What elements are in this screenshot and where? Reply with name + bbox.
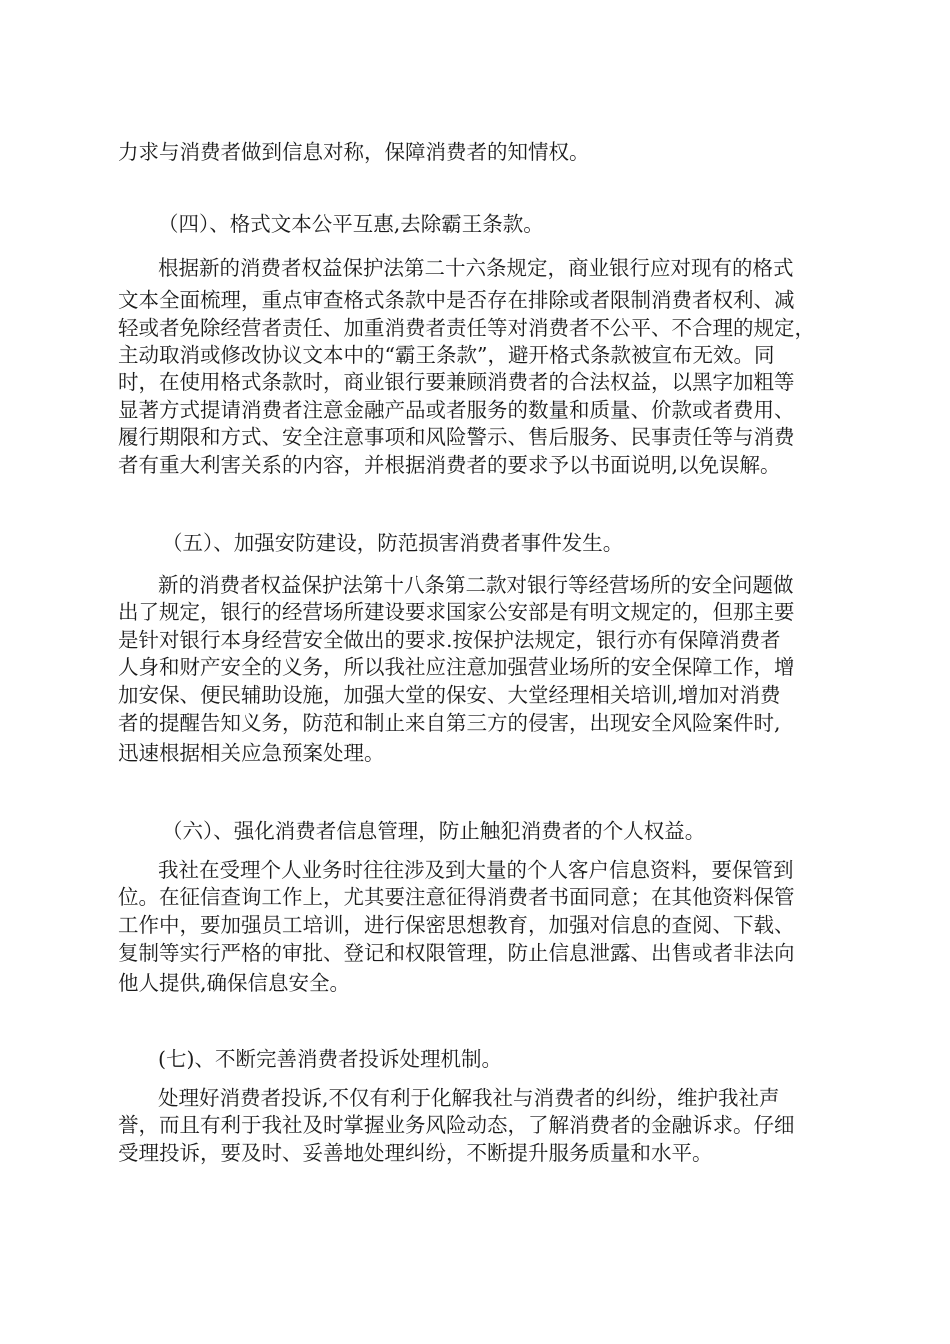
section-5-line: 者的提醒告知义务，防范和制止来自第三方的侵害，出现安全风险案件时, xyxy=(118,711,781,735)
section-7-line: 处理好消费者投诉,不仅有利于化解我社与消费者的纠纷，维护我社声 xyxy=(158,1086,780,1110)
section-5-line: 人身和财产安全的义务，所以我社应注意加强营业场所的安全保障工作，增 xyxy=(118,655,795,679)
section-5-line: 加安保、便民辅助设施，加强大堂的保安、大堂经理相关培训,增加对消费 xyxy=(118,683,781,707)
section-6-line: 复制等实行严格的审批、登记和权限管理，防止信息泄露、出售或者非法向 xyxy=(118,941,795,965)
section-4-line: 显著方式提请消费者注意金融产品或者服务的数量和质量、价款或者费用、 xyxy=(118,398,795,422)
section-6-line: 他人提供,确保信息安全。 xyxy=(118,971,351,995)
section-6-line: 位。在征信查询工作上，尤其要注意征得消费者书面同意；在其他资料保管 xyxy=(118,885,795,909)
section-7-line: 受理投诉，要及时、妥善地处理纠纷，不断提升服务质量和水平。 xyxy=(118,1141,713,1165)
section-6-line: 我社在受理个人业务时往往涉及到大量的个人客户信息资料，要保管到 xyxy=(158,858,794,882)
section-5-line: 出了规定，银行的经营场所建设要求国家公安部是有明文规定的，但那主要 xyxy=(118,600,795,624)
section-7-heading: (七)、不断完善消费者投诉处理机制。 xyxy=(158,1047,502,1071)
section-4-heading: （四）、格式文本公平互惠,去除霸王条款。 xyxy=(158,212,544,236)
section-6-line: 工作中，要加强员工培训，进行保密思想教育，加强对信息的查阅、下载、 xyxy=(118,913,795,937)
section-5-line: 新的消费者权益保护法第十八条第二款对银行等经营场所的安全问题做 xyxy=(158,573,794,597)
section-6-heading: （六）、强化消费者信息管理，防止触犯消费者的个人权益。 xyxy=(162,819,706,843)
paragraph-intro-tail: 力求与消费者做到信息对称，保障消费者的知情权。 xyxy=(118,140,590,164)
section-4-line: 轻或者免除经营者责任、加重消费者责任等对消费者不公平、不合理的规定， xyxy=(118,316,815,340)
section-7-line: 誉，而且有利于我社及时掌握业务风险动态，了解消费者的金融诉求。仔细 xyxy=(118,1113,795,1137)
section-5-line: 是针对银行本身经营安全做出的要求.按保护法规定，银行亦有保障消费者 xyxy=(118,628,781,652)
section-4-line: 者有重大利害关系的内容，并根据消费者的要求予以书面说明,以免误解。 xyxy=(118,453,781,477)
section-5-line: 迅速根据相关应急预案处理。 xyxy=(118,741,385,765)
section-4-line: 根据新的消费者权益保护法第二十六条规定，商业银行应对现有的格式 xyxy=(158,256,794,280)
section-5-heading: （五）、加强安防建设，防范损害消费者事件发生。 xyxy=(162,531,624,555)
section-4-line: 履行期限和方式、安全注意事项和风险警示、售后服务、民事责任等与消费 xyxy=(118,425,795,449)
section-4-line: 文本全面梳理，重点审查格式条款中是否存在排除或者限制消费者权利、减 xyxy=(118,288,795,312)
section-4-line: 主动取消或修改协议文本中的“霸王条款”，避开格式条款被宣布无效。同 xyxy=(118,343,775,367)
section-4-line: 时，在使用格式条款时，商业银行要兼顾消费者的合法权益，以黑字加粗等 xyxy=(118,370,795,394)
